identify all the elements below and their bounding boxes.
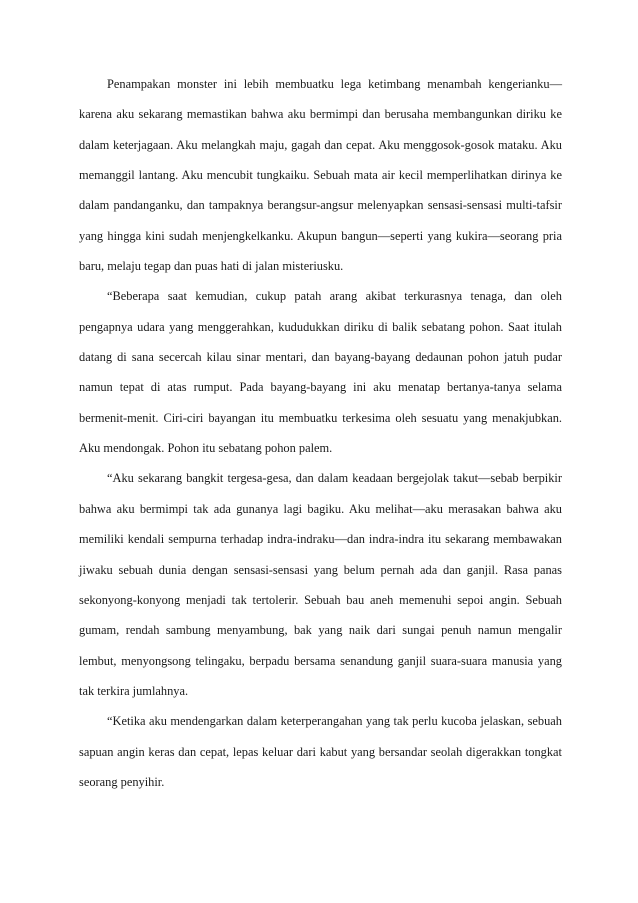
paragraph-2: “Beberapa saat kemudian, cukup patah arang akibat terkurasnya tenaga, dan oleh pengapnya udara yang menggerahkan, kududukkan diriku di balik sebatang pohon. Saat itulah datang di sana secercah kilau sinar mentari, dan bayang-bayang dedaunan pohon jatuh pudar namun tepat di atas rumput. Pada bayang-bayang ini aku menatap bertanya-tanya selama bermenit-menit. Ciri-ciri bayangan itu membuatku terkesima oleh sesuatu yang menakjubkan. Aku mendongak. Pohon itu sebatang pohon palem. <box>79 289 562 456</box>
paragraph-4: “Ketika aku mendengarkan dalam keterperangahan yang tak perlu kucoba jelaskan, sebuah sapuan angin keras dan cepat, lepas keluar dari kabut yang bersandar seolah digerakkan tongkat seorang penyihir. <box>79 714 562 789</box>
document-page <box>79 69 562 797</box>
paragraph-1: Penampakan monster ini lebih membuatku lega ketimbang menambah kengerianku—karena aku sekarang memastikan bahwa aku bermimpi dan berusaha membangunkan diriku ke dalam keterjagaan. Aku melangkah maju, gagah dan cepat. Aku menggosok-gosok mataku. Aku memanggil lantang. Aku mencubit tungkaiku. Sebuah mata air kecil memperlihatkan dirinya ke dalam pandanganku, dan tampaknya berangsur-angsur melenyapkan sensasi-sensasi multi-tafsir yang hingga kini sudah menjengkelkanku. Akupun bangun—seperti yang kukira—seorang pria baru, melaju tegap dan puas hati di jalan misteriusku. <box>79 77 562 274</box>
paragraph-3: “Aku sekarang bangkit tergesa-gesa, dan dalam keadaan bergejolak takut—sebab berpikir bahwa aku bermimpi tak ada gunanya lagi bagiku. Aku melihat—aku merasakan bahwa aku memiliki kendali sempurna terhadap indra-indraku—dan indra-indra itu sekarang membawakan jiwaku sebuah dunia dengan sensasi-sensasi yang belum pernah ada dan ganjil. Rasa panas sekonyong-konyong menjadi tak tertolerir. Sebuah bau aneh memenuhi sepoi angin. Sebuah gumam, rendah sambung menyambung, bak yang naik dari sungai penuh namun mengalir lembut, menyongsong telingaku, berpadu bersama senandung ganjil suara-suara manusia yang tak terkira jumlahnya. <box>79 471 562 698</box>
